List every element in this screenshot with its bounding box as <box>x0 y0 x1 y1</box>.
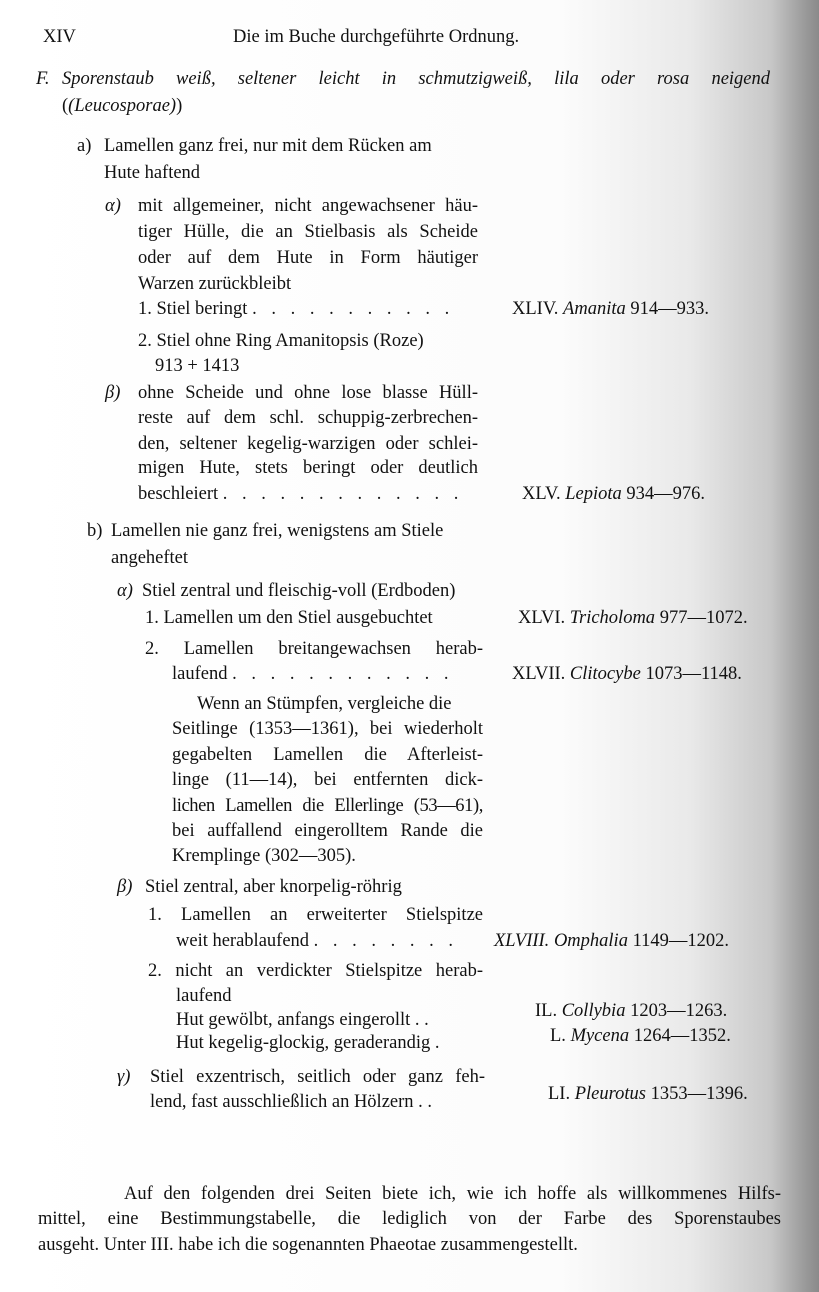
genus-name: Lepiota <box>565 484 622 504</box>
genus-name: Collybia <box>561 1001 626 1021</box>
key-item <box>138 298 454 320</box>
a-beta-line: den, seltener kegelig-warzigen oder schlei- <box>138 434 478 454</box>
b-beta-title: Stiel zentral, aber knorpelig-röhrig <box>145 877 402 897</box>
key-item: 2. nicht an verdickter Stielspitze herab- <box>148 961 483 981</box>
genus-ref <box>535 1000 727 1022</box>
leader-dots: . . . . . . . . <box>313 931 459 951</box>
item-text: laufend <box>172 664 228 684</box>
page-number: XIV <box>43 27 76 47</box>
key-subitem: Hut gewölbt, anfangs eingerollt . . <box>176 1010 429 1030</box>
key-item: 1. Lamellen um den Stiel ausgebuchtet <box>145 608 433 628</box>
genus-numeral: XLIV. <box>512 299 559 319</box>
genus-numeral: XLVII. <box>512 664 566 684</box>
a-label: a) <box>77 136 92 156</box>
genus-ref <box>512 298 709 320</box>
leader-dots: . . . . . . . . . . . <box>252 299 455 319</box>
genus-ref <box>522 483 705 505</box>
key-item: 2. Lamellen breitangewachsen herab- <box>145 639 483 659</box>
key-item <box>172 663 453 685</box>
genus-name: Amanita <box>563 299 626 319</box>
note-line: lichen Lamellen die Ellerlinge (53—61), <box>172 796 483 816</box>
key-item-pages: 913 + 1413 <box>155 356 240 376</box>
genus-numeral: L. <box>550 1026 566 1046</box>
section-title: Sporenstaub weiß, seltener leicht in schmutzigweiß, lila oder rosa neigend <box>62 69 770 89</box>
genus-pages: 1073—1148. <box>645 664 742 684</box>
item-text: beschleiert <box>138 484 219 504</box>
genus-numeral: XLVIII. <box>494 931 550 951</box>
a-alpha-line: Warzen zurückbleibt <box>138 274 292 294</box>
a-beta-line: ohne Scheide und ohne lose blasse Hüll- <box>138 383 478 403</box>
subtitle-text: (Leucosporae) <box>68 96 177 116</box>
note-line: Seitlinge (1353—1361), bei wiederholt <box>172 719 483 739</box>
a-beta-line: reste auf dem schl. schuppig-zerbrechen- <box>138 408 478 428</box>
genus-ref <box>550 1025 731 1047</box>
closing-line: mittel, eine Bestimmungstabelle, die lediglich von der Farbe des Sporenstaubes <box>38 1209 781 1229</box>
genus-pages: 914—933. <box>630 299 709 319</box>
a-beta-label: β) <box>105 383 121 403</box>
b-gamma-label: γ) <box>117 1067 131 1087</box>
b-line: angeheftet <box>111 548 189 568</box>
key-subitem: Hut kegelig-glockig, geraderandig . <box>176 1033 440 1053</box>
b-label: b) <box>87 521 103 541</box>
genus-pages: 1149—1202. <box>632 931 730 951</box>
leader-dots: . . . . . . . . . . . . . <box>222 484 464 504</box>
genus-name: Mycena <box>570 1026 630 1046</box>
a-beta-line: migen Hute, stets beringt oder deutlich <box>138 458 478 478</box>
b-alpha-title: Stiel zentral und fleischig-voll (Erdboden) <box>142 581 456 601</box>
genus-ref <box>512 663 742 685</box>
genus-pages: 934—976. <box>626 484 705 504</box>
b-beta-label: β) <box>117 877 133 897</box>
closing-line: ausgeht. Unter III. habe ich die sogenannten Phaeotae zusammengestellt. <box>38 1235 578 1255</box>
genus-pages: 1264—1352. <box>633 1026 731 1046</box>
note-line: linge (11—14), bei entfernten dick- <box>172 770 483 790</box>
note-line: gegabelten Lamellen die Afterleist- <box>172 745 483 765</box>
b-gamma-line: Stiel exzentrisch, seitlich oder ganz feh- <box>150 1067 485 1087</box>
b-line: Lamellen nie ganz frei, wenigstens am Stiele <box>111 521 444 541</box>
genus-pages: 1203—1263. <box>630 1001 728 1021</box>
genus-numeral: IL. <box>535 1001 558 1021</box>
note-line: bei auffallend eingerolltem Rande die <box>172 821 483 841</box>
a-alpha-label: α) <box>105 196 121 216</box>
genus-pages: 977—1072. <box>659 608 748 628</box>
note-line: Kremplinge (302—305). <box>172 846 356 866</box>
genus-name: Tricholoma <box>569 608 656 628</box>
b-alpha-label: α) <box>117 581 133 601</box>
a-alpha-line: tiger Hülle, die an Stielbasis als Scheide <box>138 222 478 242</box>
genus-ref <box>518 607 748 629</box>
key-item: 1. Lamellen an erweiterter Stielspitze <box>148 905 483 925</box>
b-gamma-line: lend, fast ausschließlich an Hölzern . . <box>150 1092 433 1112</box>
genus-ref <box>494 930 729 952</box>
genus-name: Omphalia <box>553 931 628 951</box>
genus-pages: 1353—1396. <box>650 1084 748 1104</box>
genus-ref <box>548 1083 748 1105</box>
closing-line: Auf den folgenden drei Seiten biete ich, wie ich hoffe als willkommenes Hilfs- <box>124 1184 781 1204</box>
key-item: laufend <box>176 986 232 1006</box>
running-title: Die im Buche durchgeführte Ordnung. <box>233 27 520 47</box>
section-label: F. <box>36 69 50 89</box>
genus-numeral: XLVI. <box>518 608 566 628</box>
key-item <box>176 930 458 952</box>
key-item: 2. Stiel ohne Ring Amanitopsis (Roze) <box>138 331 424 351</box>
a-line: Lamellen ganz frei, nur mit dem Rücken am <box>104 136 432 156</box>
a-line: Hute haftend <box>104 163 201 183</box>
genus-numeral: XLV. <box>522 484 561 504</box>
genus-name: Pleurotus <box>574 1084 646 1104</box>
item-text: 1. Stiel beringt <box>138 299 248 319</box>
item-text: weit herablaufend <box>176 931 310 951</box>
leader-dots: . . . . . . . . . . . . <box>232 664 454 684</box>
key-item <box>138 483 463 505</box>
section-subtitle: ((Leucosporae)) <box>62 96 183 116</box>
genus-name: Clitocybe <box>569 664 641 684</box>
note-line: Wenn an Stümpfen, vergleiche die <box>197 694 452 714</box>
genus-numeral: LI. <box>548 1084 571 1104</box>
a-alpha-line: mit allgemeiner, nicht angewachsener häu- <box>138 196 478 216</box>
a-alpha-line: oder auf dem Hute in Form häutiger <box>138 248 478 268</box>
